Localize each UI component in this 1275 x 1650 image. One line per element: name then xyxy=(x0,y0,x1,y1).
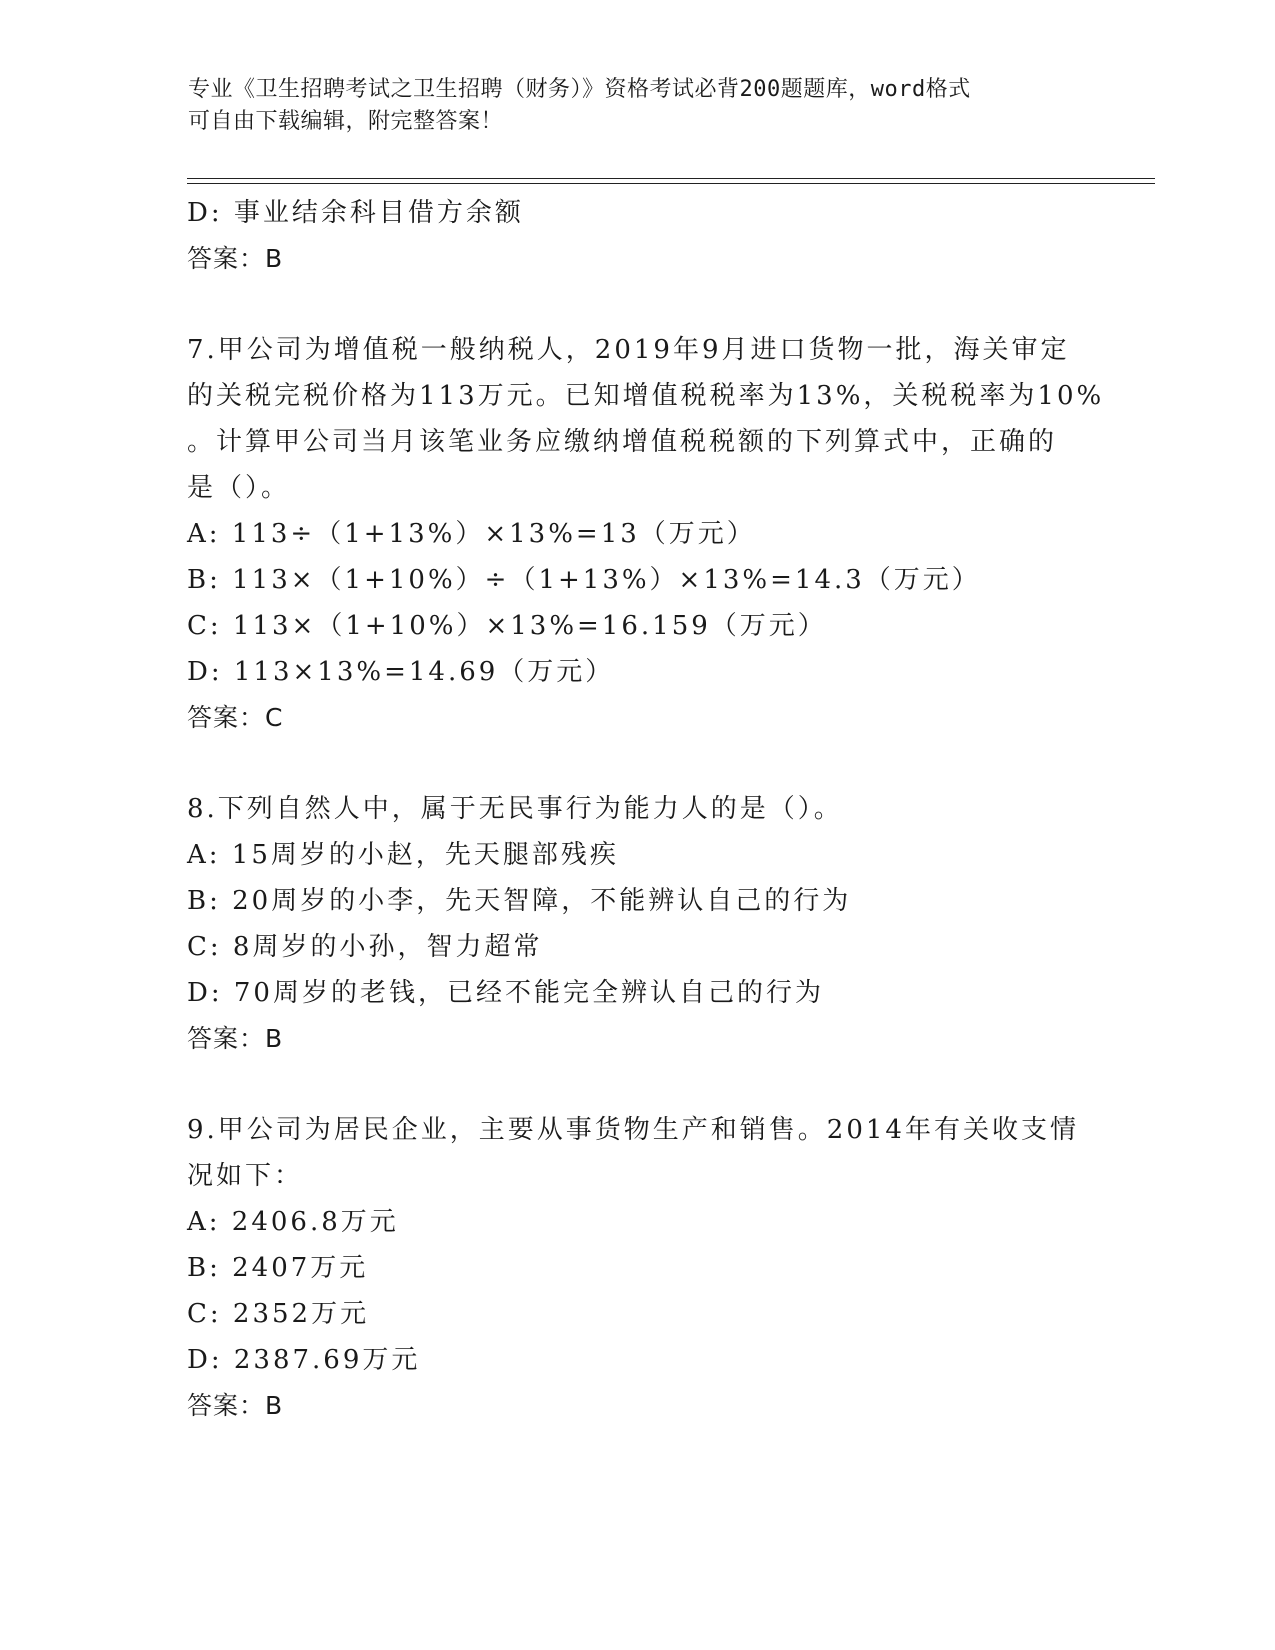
option-b: B: 113×（1+10%）÷（1+13%）×13%=14.3（万元） xyxy=(187,565,981,595)
option-c: C: 2352万元 xyxy=(187,1299,370,1329)
question-stem-line: 。计算甲公司当月该笔业务应缴纳增值税税额的下列算式中，正确的 xyxy=(187,427,1058,457)
option-d: D: 113×13%=14.69（万元） xyxy=(187,657,615,687)
answer: 答案：B xyxy=(187,244,284,273)
question-stem-line: 的关税完税价格为113万元。已知增值税税率为13%，关税税率为10% xyxy=(187,381,1105,411)
question-stem-line: 8.下列自然人中，属于无民事行为能力人的是（）。 xyxy=(187,794,843,824)
question-9 xyxy=(187,1107,1087,1429)
answer: 答案：B xyxy=(187,1024,284,1053)
option-c: C: 113×（1+10%）×13%=16.159（万元） xyxy=(187,611,827,641)
question-7 xyxy=(187,327,1105,741)
option-d: D: 事业结余科目借方余额 xyxy=(187,198,524,228)
spacer xyxy=(187,282,1087,327)
spacer xyxy=(187,741,1087,786)
header-line-1: 专业《卫生招聘考试之卫生招聘（财务）》资格考试必背200题题库，word格式 xyxy=(188,77,971,102)
header-divider-bottom xyxy=(187,183,1155,184)
question-stem-line: 9.甲公司为居民企业，主要从事货物生产和销售。2014年有关收支情 xyxy=(187,1115,1079,1145)
answer: 答案：C xyxy=(187,703,284,732)
question-stem-line: 况如下： xyxy=(187,1161,304,1191)
answer: 答案：B xyxy=(187,1391,284,1420)
header-line-2: 可自由下载编辑，附完整答案！ xyxy=(188,109,504,134)
spacer xyxy=(187,1062,1087,1107)
option-c: C: 8周岁的小孙，智力超常 xyxy=(187,932,543,962)
question-stem-line: 7.甲公司为增值税一般纳税人，2019年9月进口货物一批，海关审定 xyxy=(187,335,1070,365)
previous-question-tail xyxy=(187,190,1087,282)
option-b: B: 2407万元 xyxy=(187,1253,369,1283)
option-d: D: 2387.69万元 xyxy=(187,1345,421,1375)
document-header xyxy=(188,74,1068,138)
option-d: D: 70周岁的老钱，已经不能完全辨认自己的行为 xyxy=(187,978,824,1008)
option-b: B: 20周岁的小李，先天智障，不能辨认自己的行为 xyxy=(187,886,852,916)
question-stem-line: 是（）。 xyxy=(187,473,291,503)
question-8 xyxy=(187,786,1087,1062)
document-body xyxy=(187,190,1105,1429)
option-a: A: 2406.8万元 xyxy=(187,1207,399,1237)
option-a: A: 15周岁的小赵，先天腿部残疾 xyxy=(187,840,619,870)
option-a: A: 113÷（1+13%）×13%=13（万元） xyxy=(187,519,756,549)
header-divider-top xyxy=(187,178,1155,179)
